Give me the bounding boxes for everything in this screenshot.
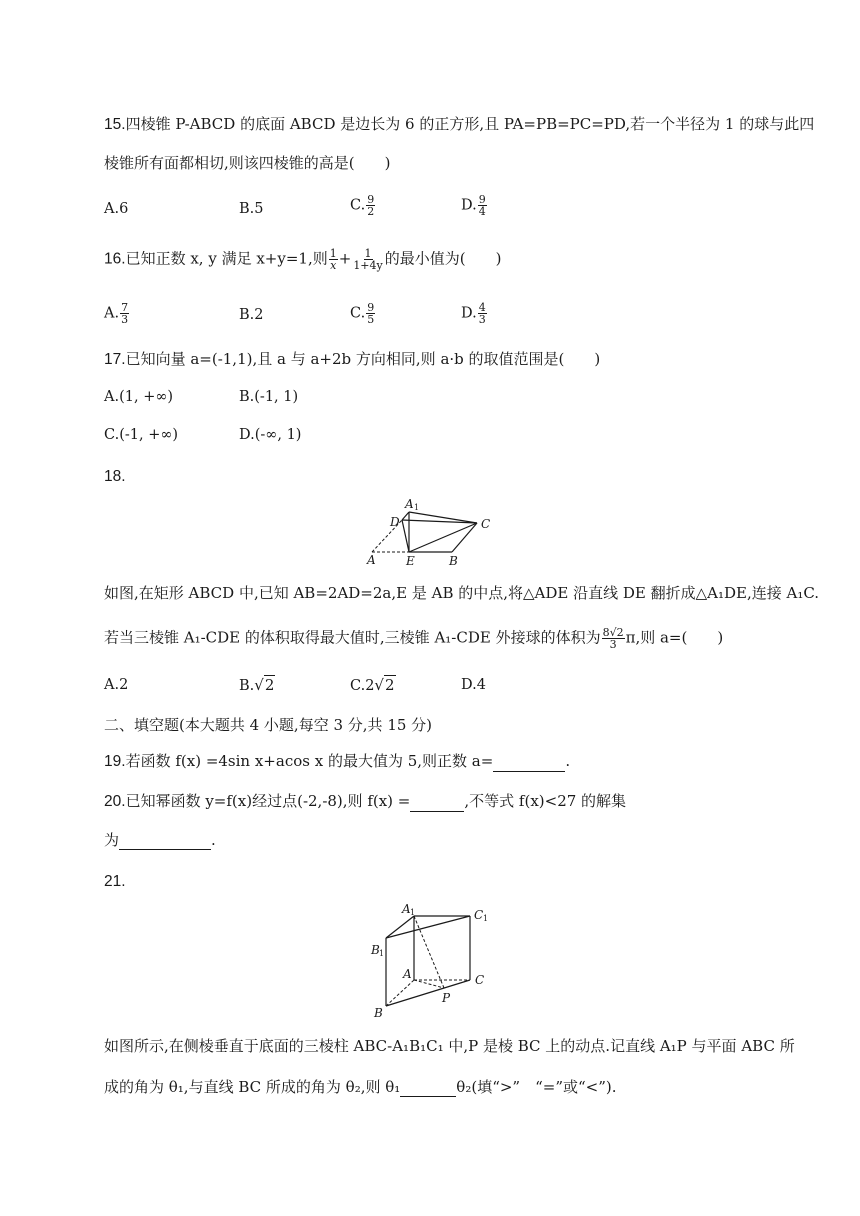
answer-blank-2[interactable] <box>119 833 211 850</box>
question-17-text: 已知向量 a=(-1,1),且 a 与 a+2b 方向相同,则 a·b 的取值范围是( ) <box>125 350 601 368</box>
question-number: 21. <box>104 873 126 890</box>
fraction <box>366 302 375 325</box>
frac-num: 4 <box>478 301 486 314</box>
label-A1-sub: 1 <box>414 503 420 512</box>
option-label: C. <box>350 305 366 322</box>
option-label: A. <box>104 305 120 322</box>
label-A1: A <box>405 497 414 511</box>
label-B1-sub: 1 <box>379 949 385 958</box>
question-16-text-b: 的最小值为( ) <box>384 249 502 268</box>
option-label: C. <box>104 427 120 443</box>
frac-den: 3 <box>121 313 129 326</box>
q16-option-d <box>461 302 488 325</box>
label-E: E <box>406 554 415 568</box>
question-20-line1 <box>104 791 626 812</box>
frac-num: 8√2 <box>602 626 624 639</box>
q16-option-a <box>104 302 130 325</box>
option-label: B. <box>239 201 255 217</box>
edge-EC <box>409 523 477 552</box>
question-15-line1 <box>104 114 814 135</box>
triangular-prism-figure <box>366 902 492 1022</box>
fraction <box>478 194 487 217</box>
q17-option-c <box>104 425 178 445</box>
radicand: 2 <box>384 676 395 694</box>
frac-den: 3 <box>609 638 617 651</box>
option-value: 2 <box>254 307 264 323</box>
folded-rectangle-figure <box>364 496 498 568</box>
frac-num: 7 <box>121 301 129 314</box>
frac-den: x <box>330 259 337 272</box>
question-20-line2 <box>104 830 216 850</box>
label-C: C <box>475 973 485 987</box>
sqrt-expression: √2 <box>254 676 275 694</box>
label-A: A <box>367 553 376 567</box>
question-17-line <box>104 349 600 370</box>
option-value: (-1, +∞) <box>119 427 179 443</box>
coefficient: 2 <box>365 678 375 694</box>
frac-den: 1+4y <box>353 259 383 272</box>
question-19-text-b: . <box>565 752 571 770</box>
frac-den: 4 <box>478 205 486 218</box>
label-B: B <box>449 554 458 568</box>
option-value: (1, +∞) <box>119 389 174 405</box>
volume-fraction <box>602 627 625 650</box>
label-A1-sub: 1 <box>410 908 416 917</box>
question-21-line2 <box>104 1077 617 1097</box>
option-label: A. <box>104 201 120 217</box>
question-19-line <box>104 751 570 772</box>
edge-A1D <box>402 512 409 520</box>
question-number: 19. <box>104 753 126 770</box>
label-C1-sub: 1 <box>483 914 489 923</box>
fraction-1-over-1plus4y <box>352 248 383 271</box>
section-title-fill-in: 二、填空题(本大题共 4 小题,每空 3 分,共 15 分) <box>104 716 433 734</box>
question-21-text-a: 成的角为 θ₁,与直线 BC 所成的角为 θ₂,则 θ₁ <box>104 1078 401 1096</box>
q15-option-d <box>461 194 488 217</box>
frac-num: 9 <box>478 193 486 206</box>
question-18-line1: 如图,在矩形 ABCD 中,已知 AB=2AD=2a,E 是 AB 的中点,将△ADE 沿直线 DE 翻折成△A₁DE,连接 A₁C. <box>104 584 820 602</box>
question-number: 18. <box>104 468 126 485</box>
option-label: A. <box>104 677 120 693</box>
question-18-text-a: 若当三棱锥 A₁-CDE 的体积取得最大值时,三棱锥 A₁-CDE 外接球的体积为 <box>104 628 601 647</box>
q16-option-b <box>239 305 264 325</box>
question-18-line2 <box>104 627 723 650</box>
question-21-number <box>104 871 126 892</box>
question-16-text-a: 已知正数 x, y 满足 x+y=1,则 <box>125 249 328 268</box>
question-19-text-a: 若函数 f(x) =4sin x+acos x 的最大值为 5,则正数 a= <box>125 752 494 770</box>
sqrt-expression: √2 <box>374 676 395 694</box>
question-16-line <box>104 248 501 271</box>
q15-option-a <box>104 199 128 219</box>
q17-option-b <box>239 387 298 407</box>
option-value: (-∞, 1) <box>254 427 302 443</box>
label-B1: B <box>371 943 380 957</box>
question-18-text-b: π,则 a=( ) <box>625 628 724 647</box>
question-20-text-d: . <box>211 831 216 849</box>
answer-blank[interactable] <box>400 1080 456 1097</box>
label-C: C <box>481 517 491 531</box>
label-A1: A <box>402 902 411 916</box>
fraction <box>366 194 375 217</box>
radicand: 2 <box>264 676 275 694</box>
option-value: 5 <box>254 201 264 217</box>
fraction <box>478 302 487 325</box>
q18-option-a <box>104 675 128 695</box>
option-value: 2 <box>119 677 129 693</box>
option-label: B. <box>239 678 255 694</box>
segment-AP <box>414 980 444 988</box>
q15-option-c <box>350 194 376 217</box>
answer-blank[interactable] <box>493 755 565 772</box>
option-label: D. <box>461 197 477 214</box>
frac-num: 9 <box>367 193 375 206</box>
question-20-text-c: 为 <box>104 831 120 849</box>
frac-num: 1 <box>329 247 337 260</box>
option-value: (-1, 1) <box>254 389 299 405</box>
question-21-text-b: θ₂(填“>” “=”或“<”). <box>456 1078 617 1096</box>
frac-num: 1 <box>364 247 372 260</box>
answer-blank-1[interactable] <box>410 795 464 812</box>
frac-num: 9 <box>367 301 375 314</box>
frac-den: 2 <box>367 205 375 218</box>
frac-den: 5 <box>367 313 375 326</box>
option-label: A. <box>104 389 120 405</box>
label-A: A <box>403 967 412 981</box>
question-16-number: 16. <box>104 250 126 268</box>
fraction <box>120 302 129 325</box>
q15-option-b <box>239 199 264 219</box>
label-D: D <box>390 515 400 529</box>
option-value: 4 <box>476 677 486 693</box>
question-number: 20. <box>104 793 126 810</box>
question-15-line2: 棱锥所有面都相切,则该四棱锥的高是( ) <box>104 154 391 172</box>
question-18-number <box>104 466 126 487</box>
q16-option-c <box>350 302 376 325</box>
option-label: C. <box>350 197 366 214</box>
q18-option-c <box>350 675 396 696</box>
frac-den: 3 <box>478 313 486 326</box>
option-label: D. <box>239 427 255 443</box>
label-P: P <box>442 991 451 1005</box>
edge-B1C1 <box>386 916 470 938</box>
option-value: 6 <box>119 201 129 217</box>
question-20-text-a: 已知幂函数 y=f(x)经过点(-2,-8),则 f(x) = <box>125 792 411 810</box>
question-17-number: 17. <box>104 351 126 368</box>
edge-BC <box>386 980 470 1006</box>
q17-option-d <box>239 425 301 445</box>
question-20-text-b: ,不等式 f(x)<27 的解集 <box>464 792 627 810</box>
label-C1: C <box>474 908 484 922</box>
fraction-1-over-x <box>329 248 338 271</box>
q17-option-a <box>104 387 173 407</box>
question-15-text1: 四棱锥 P-ABCD 的底面 ABCD 是边长为 6 的正方形,且 PA=PB=PC=PD,若一个半径为 1 的球与此四 <box>125 115 815 133</box>
option-label: B. <box>239 307 255 323</box>
option-label: D. <box>461 677 477 693</box>
edge-DE <box>402 520 409 552</box>
q18-option-d <box>461 675 486 695</box>
option-label: D. <box>461 305 477 322</box>
q18-option-b <box>239 675 275 696</box>
question-21-line1: 如图所示,在侧棱垂直于底面的三棱柱 ABC-A₁B₁C₁ 中,P 是棱 BC 上的动点.记直线 A₁P 与平面 ABC 所 <box>104 1037 795 1055</box>
question-15-number: 15. <box>104 116 126 133</box>
option-label: C. <box>350 678 366 694</box>
edge-BC <box>452 523 477 552</box>
option-label: B. <box>239 389 255 405</box>
plus-sign: + <box>338 249 352 268</box>
label-B: B <box>374 1006 383 1020</box>
